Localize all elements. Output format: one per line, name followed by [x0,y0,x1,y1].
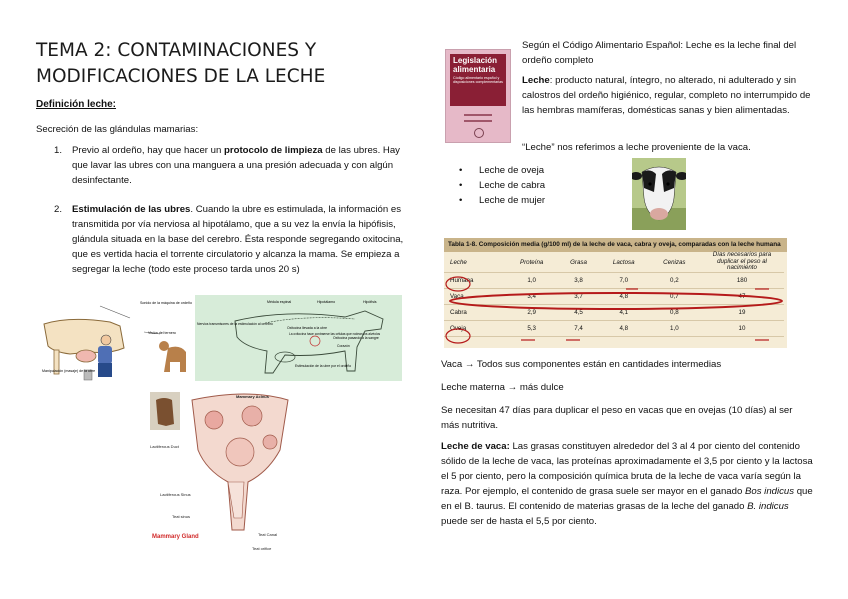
materna-line: Leche materna → más dulce [441,382,564,393]
leche-definition: Leche: producto natural, íntegro, no alterado, ni adulterado y sin calostros del ordeño higiénico, regular, completo no interrumpido de las hembras mamíferas, domésticas sanas y bien alimentadas. [522,75,811,116]
step-1: 1. Previo al ordeño, hay que hacer un protocolo de limpieza de las ubres. Hay que lavar las ubres con una manguera a una presión adecuada y con algún desinfectante. [54,145,400,186]
book-title-box: Legislación alimentaria Código alimentario español y disposiciones complementarias [450,54,506,106]
label-medula: Médula espinal [267,300,292,304]
label-teat-canal: Teat Canal [258,532,278,537]
composition-table [444,238,787,348]
steps-list [54,143,407,277]
leche-vaca-paragraph: Leche de vaca: Las grasas constituyen alrededor del 3 al 4 por ciento del contenido sólido de la leche de vaca, las proteínas aproximadamente el 3,5 por ciento y la lactosa el 5 por ciento, pero la composición química bruta de la leche de vaca varía según la raza. Por ejemplo, el contenido de grasa suele ser mayor en el ganado Bos indicus que en el B. taurus. El contenido de materias grasas de la leche del ganado B. indicus puede ser de hasta el 5,5 por ciento. [441,441,813,527]
mammary-gland-diagram [148,390,308,554]
page-title: TEMA 2: CONTAMINACIONES Y MODIFICACIONES DE LA LECHE [36,40,326,87]
cow-photo [632,158,686,230]
table-row: Vaca 3,4 3,7 4,8 0,7 47 [444,289,784,305]
list-item: • Leche de cabra [459,180,546,191]
table-row: Cabra 2,9 4,5 4,1 0,8 19 [444,305,784,321]
codigo-text: Según el Código Alimentario Español: Leche es la leche final del ordeño completo [522,40,797,66]
leche-bullets [459,163,545,208]
secrecion-text: Secreción de las glándulas mamarias: [36,124,199,135]
label-sonido: Sonido de la máquina de ordeño [140,301,192,305]
book-cover [445,49,511,143]
definicion-heading: Definición leche: [36,99,117,110]
label-oxitocina-llevada: Oxitocina llevada a la ubre [287,326,327,330]
milking-illustration [40,296,192,388]
label-estimulacion: Estimulación de la ubre por el ordeño [295,364,352,368]
label-manipulacion: Manipulación (masaje) de la ubre [42,369,96,373]
leche-quote: “Leche” nos referimos a leche proveniente de la vaca. [522,142,751,153]
label-sangre: Oxitocina pasando a la sangre [333,336,379,340]
label-lact-sinus: Lactiferous Sinus [160,492,191,497]
label-hipofisis: Hipófisis [363,300,377,304]
table-header-row: Leche Proteína Grasa Lactosa Cenizas Días necesarios para duplicar el peso al nacimiento [444,252,784,273]
publisher-logo-icon [474,128,484,138]
table-row: Oveja 5,3 7,4 4,8 1,0 10 [444,321,784,337]
label-hipotalamo: Hipotálamo [317,300,336,304]
list-item: • Leche de oveja [459,165,545,176]
red-annotations [444,238,787,348]
label-contraerse: La oxitocina hace contraerse las células que rodean los alvéolos [289,332,381,336]
dias-line: Se necesitan 47 días para duplicar el peso en vacas que en ovejas (10 días) al ser más nutritiva. [441,405,793,431]
cow-anatomy-diagram [195,295,402,381]
label-duct: Lactiferous Duct [150,444,179,449]
gland-title: Mammary Gland [152,534,199,540]
label-acinus: Mammary Acinus [236,394,269,399]
label-nervios: Nervios transmisores de la estimulación al cerebro [197,322,273,326]
table-caption: Tabla 1-8. Composición media (g/100 ml) de la leche de vaca, cabra y oveja, comparadas con la leche humana [444,238,787,252]
step-2: 2. Estimulación de las ubres. Cuando la ubre es estimulada, la información es transmitida por vía nerviosa al hipotálamo, que a su vez la envía la hipófisis, glándula situada en la base del cerebro. Ésta responde segregando oxitocina, que es vertida hacia el torrente circulatorio y alcanza la mama. Se empieza a segregar la leche (todo este proceso tarda unos 20 s) [54,204,404,275]
list-item: • Leche de mujer [459,195,546,206]
label-teat-orifice: Teat orifice [252,546,272,551]
vaca-line: Vaca → Todos sus componentes están en cantidades intermedias [441,359,722,370]
label-vision: Visión del ternero [148,331,176,335]
table-row: Humana 1,0 3,8 7,0 0,2 180 [444,273,784,289]
label-corazon: Corazón [337,344,350,348]
label-teat-sinus: Teat sinus [172,514,191,519]
